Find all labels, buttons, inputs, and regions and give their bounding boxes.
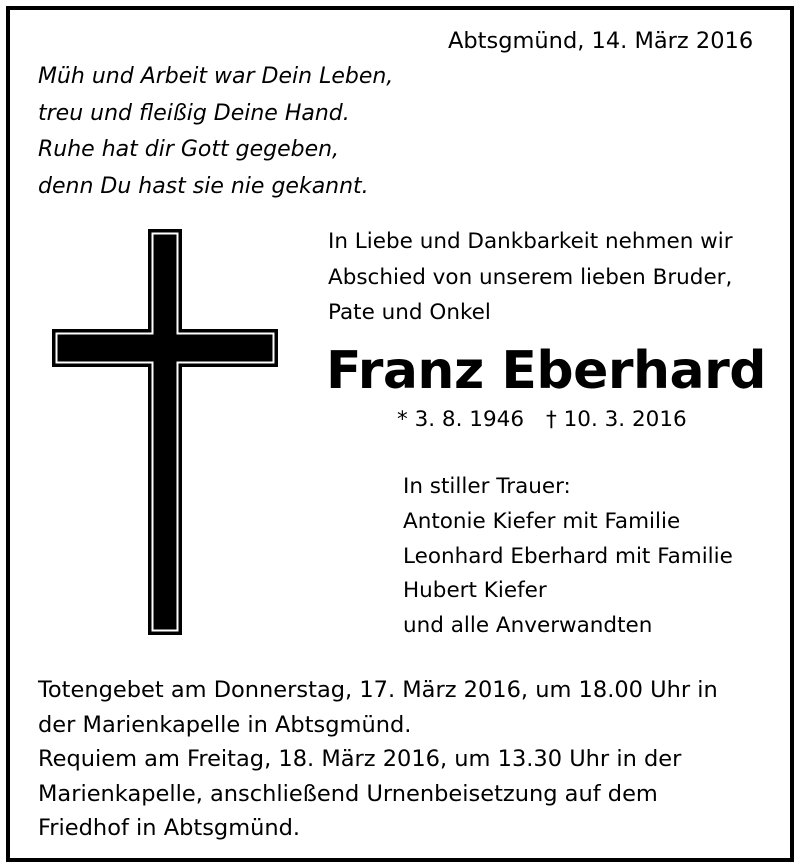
mourner-entry: Hubert Kiefer: [403, 578, 547, 604]
mourner-entry: Leonhard Eberhard mit Familie: [403, 543, 733, 569]
intro-line: Abschied von unserem lieben Bruder,: [328, 264, 733, 290]
mourners-list: [403, 470, 733, 644]
life-dates: [397, 407, 687, 432]
intro-text: [328, 224, 733, 331]
deceased-name: Franz Eberhard: [326, 341, 766, 401]
service-line: Requiem am Freitag, 18. März 2016, um 13.30 Uhr in der: [38, 746, 682, 772]
birth-date: * 3. 8. 1946: [397, 407, 524, 432]
service-line: Marienkapelle, anschließend Urnenbeisetzung auf dem: [38, 780, 658, 807]
service-details: [38, 673, 718, 846]
poem: [38, 59, 393, 205]
mourner-entry: Antonie Kiefer mit Familie: [403, 508, 681, 534]
intro-line: Pate und Onkel: [328, 300, 491, 325]
service-line: der Marienkapelle in Abtsgmünd.: [38, 711, 412, 738]
intro-line: In Liebe und Dankbarkeit nehmen wir: [328, 229, 733, 254]
poem-line: treu und fleißig Deine Hand.: [38, 100, 350, 126]
cross-icon: [52, 229, 278, 635]
service-line: Friedhof in Abtsgmünd.: [38, 815, 301, 841]
death-date: † 10. 3. 2016: [546, 407, 687, 432]
service-line: Totengebet am Donnerstag, 17. März 2016, um 18.00 Uhr in: [38, 677, 718, 703]
dateline: Abtsgmünd, 14. März 2016: [448, 28, 754, 54]
poem-line: Ruhe hat dir Gott gegeben,: [38, 137, 340, 162]
mourner-entry: und alle Anverwandten: [403, 613, 653, 639]
poem-line: denn Du hast sie nie gekannt.: [38, 173, 369, 199]
mourners-heading: In stiller Trauer:: [403, 474, 571, 499]
poem-line: Müh und Arbeit war Dein Leben,: [38, 64, 394, 89]
